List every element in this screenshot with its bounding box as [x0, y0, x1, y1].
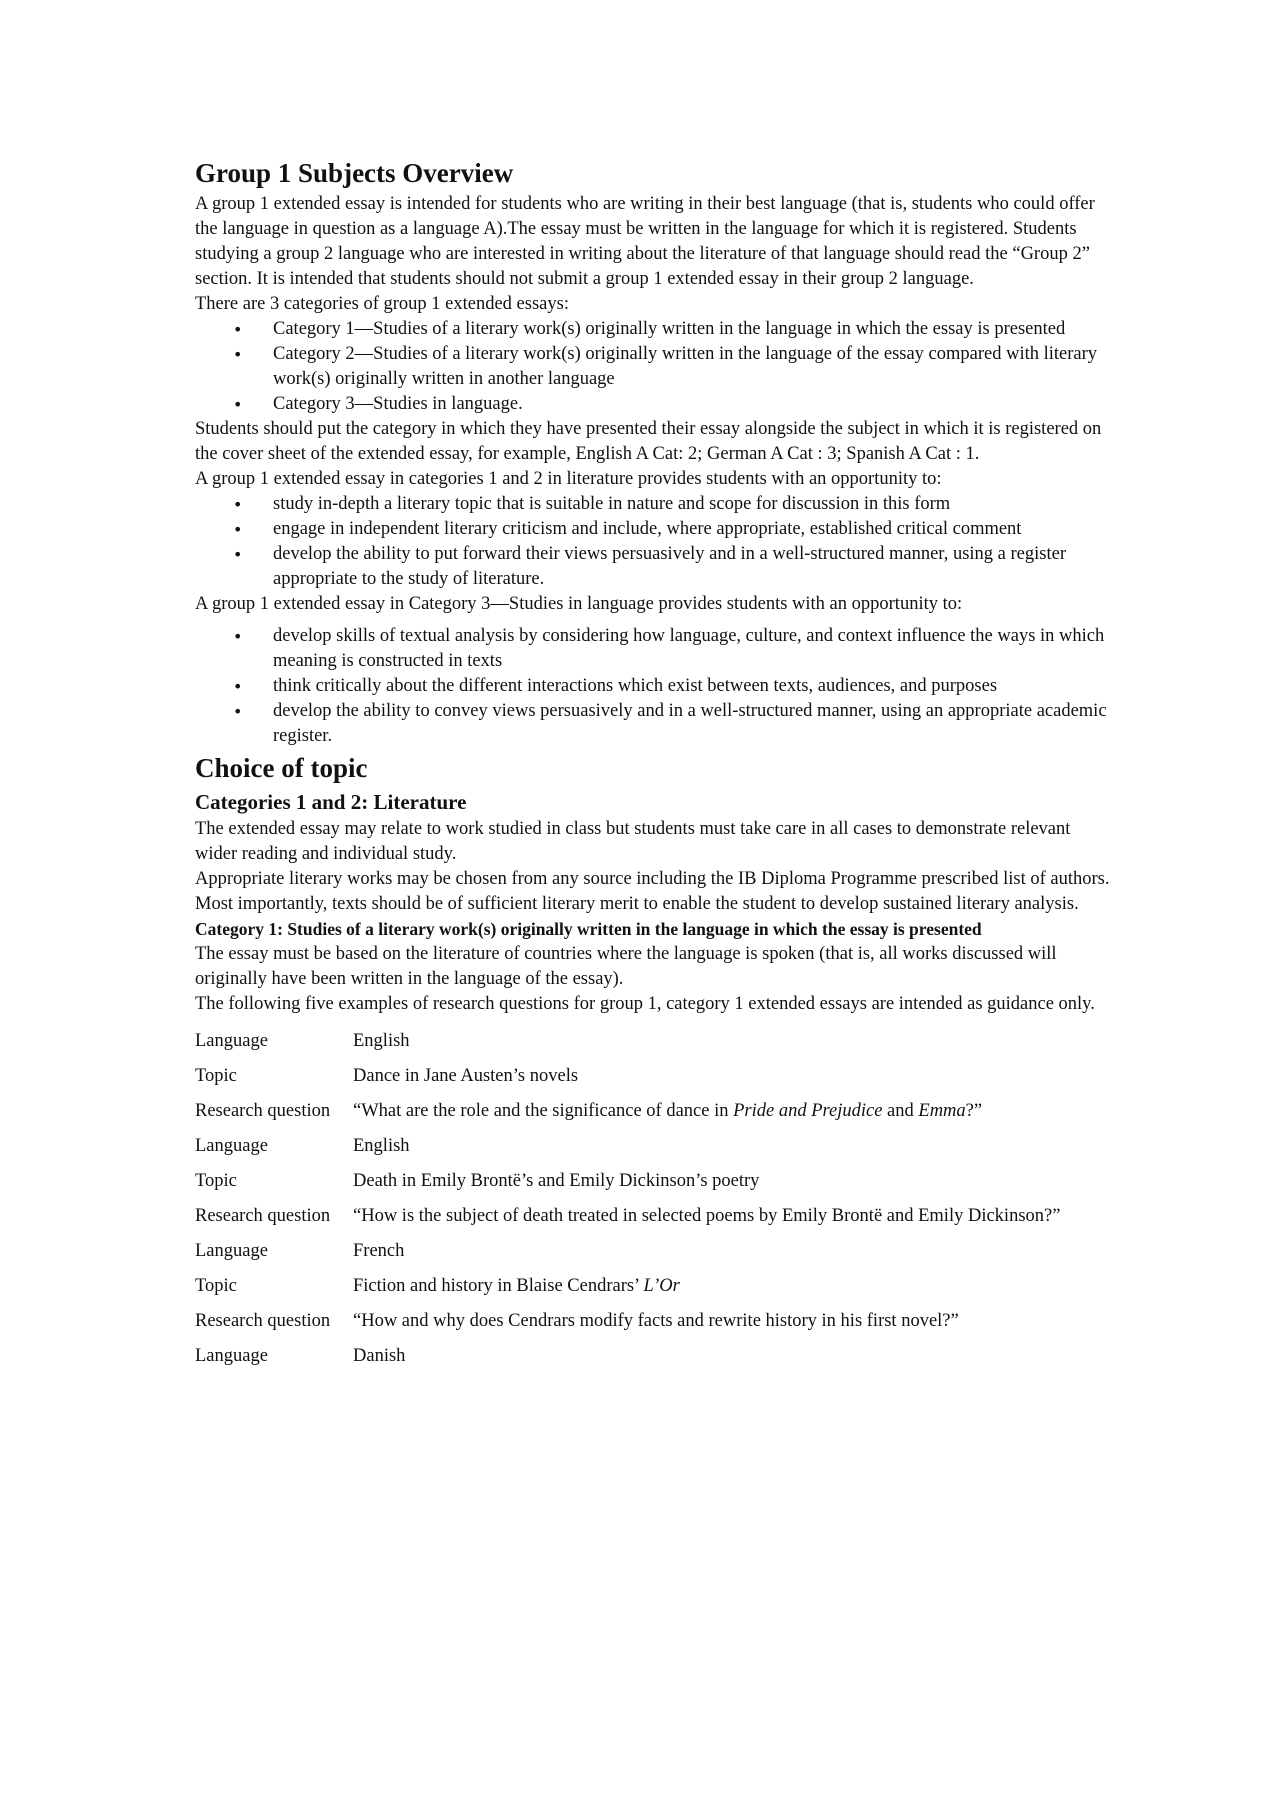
list-item: • Category 1—Studies of a literary work(s) originally written in the language in which the essay is presented: [195, 317, 1115, 342]
language-intro: A group 1 extended essay in Category 3—Studies in language provides students with an opportunity to:: [195, 594, 963, 614]
list-item: • think critically about the different interactions which exist between texts, audiences, and purposes: [195, 674, 1115, 699]
row-value: “How is the subject of death treated in selected poems by Emily Brontë and Emily Dickinson?”: [353, 1206, 1061, 1226]
row-value: English: [353, 1031, 410, 1051]
table-row: [195, 1339, 1115, 1374]
literature-paragraph-1: The extended essay may relate to work studied in class but students must take care in all cases to demonstrate relevant wider reading and individual study.: [195, 819, 1071, 864]
rq-title-2: Emma: [918, 1101, 966, 1121]
topic-text: Fiction and history in Blaise Cendrars’: [353, 1276, 644, 1296]
row-value: Dance in Jane Austen’s novels: [353, 1066, 579, 1086]
row-label: Topic: [195, 1066, 237, 1086]
row-value: [353, 1094, 1115, 1129]
language-points-list: [195, 624, 1115, 749]
choice-of-topic-heading: Choice of topic: [195, 753, 368, 783]
row-label: Language: [195, 1031, 268, 1051]
literature-intro: A group 1 extended essay in categories 1 and 2 in literature provides students with an opportunity to:: [195, 469, 942, 489]
rq-text: “What are the role and the significance of dance in: [353, 1101, 734, 1121]
table-row: [195, 1164, 1115, 1199]
table-row: [195, 1059, 1115, 1094]
table-row: [195, 1094, 1115, 1129]
row-label: Research question: [195, 1311, 331, 1331]
literature-paragraph-2: Appropriate literary works may be chosen from any source including the IB Diploma Programme prescribed list of authors. Most importantly, texts should be of sufficient literary merit to enable the student to develop sustained literary analysis.: [195, 869, 1110, 914]
topic-title: L’Or: [643, 1276, 680, 1296]
row-label: Topic: [195, 1171, 237, 1191]
table-row: [195, 1199, 1115, 1234]
cover-sheet-paragraph: Students should put the category in which they have presented their essay alongside the subject in which it is registered on the cover sheet of the extended essay, for example, English A Cat: 2; German A Cat : 3; Spanish A Cat : 1.: [195, 419, 1102, 464]
category-1-paragraph-2: The following five examples of research questions for group 1, category 1 extended essays are intended as guidance only.: [195, 994, 1095, 1014]
row-label: Research question: [195, 1206, 331, 1226]
list-item: • develop the ability to convey views persuasively and in a well-structured manner, using an appropriate academic register.: [195, 699, 1115, 749]
list-item: • study in-depth a literary topic that is suitable in nature and scope for discussion in this form: [195, 492, 1115, 517]
categories-list: [195, 317, 1115, 417]
list-item: • develop the ability to put forward their views persuasively and in a well-structured manner, using a register appropriate to the study of literature.: [195, 542, 1115, 592]
row-value: French: [353, 1241, 405, 1261]
category-1-paragraph-1: The essay must be based on the literature of countries where the language is spoken (that is, all works discussed will originally have been written in the language of the essay).: [195, 944, 1057, 989]
intro-paragraph: A group 1 extended essay is intended for students who are writing in their best language (that is, students who could offer the language in question as a language A).The essay must be written in the language for which it is registered. Students studying a group 2 language who are interested in writing about the literature of that language should read the “Group 2” section. It is intended that students should not submit a group 1 extended essay in their group 2 language.: [195, 194, 1095, 289]
table-row: [195, 1234, 1115, 1269]
row-value: English: [353, 1136, 410, 1156]
rq-text: and: [882, 1101, 919, 1121]
rq-text: ?”: [965, 1101, 983, 1121]
list-item: • Category 3—Studies in language.: [195, 392, 1115, 417]
table-row: [195, 1304, 1115, 1339]
row-value: Death in Emily Brontë’s and Emily Dickinson’s poetry: [353, 1171, 760, 1191]
row-label: Topic: [195, 1276, 237, 1296]
rq-title-1: Pride and Prejudice: [733, 1101, 883, 1121]
row-label: Language: [195, 1346, 268, 1366]
literature-points-list: [195, 492, 1115, 592]
categories-intro: There are 3 categories of group 1 extended essays:: [195, 294, 569, 314]
document-page: [195, 150, 1115, 1374]
row-label: Language: [195, 1136, 268, 1156]
literature-heading: Categories 1 and 2: Literature: [195, 790, 467, 814]
row-value: Danish: [353, 1346, 406, 1366]
table-row: [195, 1024, 1115, 1059]
table-row: [195, 1129, 1115, 1164]
category-1-heading: Category 1: Studies of a literary work(s) originally written in the language in which the essay is presented: [195, 919, 982, 939]
page-title: Group 1 Subjects Overview: [195, 158, 514, 188]
row-label: Research question: [195, 1101, 331, 1121]
table-row: [195, 1269, 1115, 1304]
row-label: Language: [195, 1241, 268, 1261]
list-item: • engage in independent literary criticism and include, where appropriate, established critical comment: [195, 517, 1115, 542]
row-value: [353, 1269, 1115, 1304]
research-questions-table: [195, 1024, 1115, 1374]
row-value: “How and why does Cendrars modify facts and rewrite history in his first novel?”: [353, 1311, 959, 1331]
list-item: • Category 2—Studies of a literary work(s) originally written in the language of the essay compared with literary work(s) originally written in another language: [195, 342, 1115, 392]
list-item: • develop skills of textual analysis by considering how language, culture, and context influence the ways in which meaning is constructed in texts: [195, 624, 1115, 674]
